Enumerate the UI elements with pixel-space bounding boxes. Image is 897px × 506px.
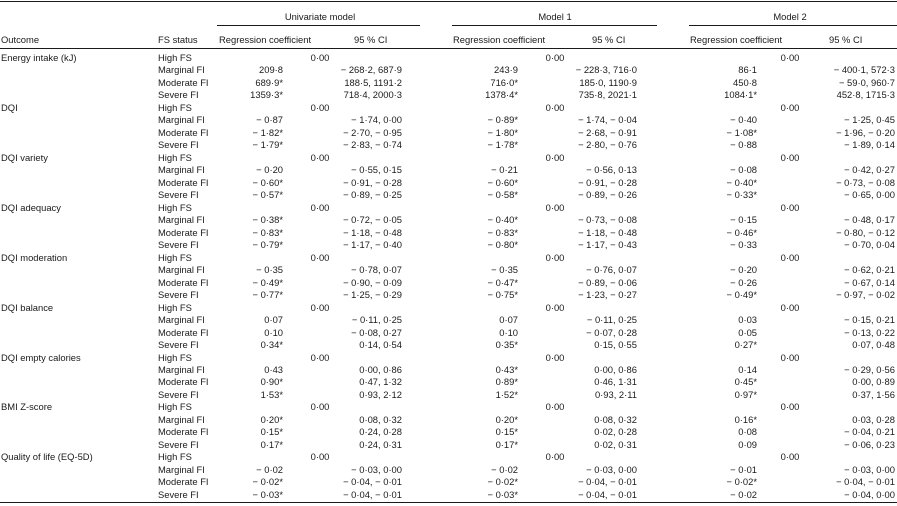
regression-coefficient: − 0·49*	[726, 289, 757, 301]
confidence-interval: − 2·70, − 0·95	[343, 126, 402, 138]
fs-status-label: High FS	[158, 301, 192, 313]
reference-value: 0·00	[545, 301, 565, 313]
confidence-interval: − 0·89, − 0·25	[343, 189, 402, 201]
confidence-interval: − 0·80, − 0·12	[836, 226, 895, 238]
confidence-interval: − 1·18, − 0·48	[578, 226, 637, 238]
confidence-interval: − 0·67, 0·14	[844, 276, 895, 288]
reference-value: 0·00	[545, 451, 565, 463]
reference-value: 0·00	[310, 201, 330, 213]
confidence-interval: − 0·89, − 0·26	[578, 189, 637, 201]
regression-coefficient: 0·34*	[260, 339, 283, 351]
reference-value: 0·00	[310, 101, 330, 113]
confidence-interval: 0·00, 0·86	[594, 364, 637, 375]
confidence-interval: − 1·74, 0·00	[351, 114, 402, 126]
confidence-interval: − 0·65, 0·00	[844, 189, 895, 201]
regression-coefficient: − 1·80*	[487, 126, 518, 138]
regression-coefficient: 0·07	[499, 314, 518, 326]
regression-coefficient: − 0·35	[256, 264, 283, 276]
group-rule-model-1	[452, 25, 657, 26]
confidence-interval: − 1·23, − 0·27	[578, 289, 637, 301]
regression-coefficient: − 0·03*	[252, 488, 283, 500]
regression-coefficient: 0·89*	[495, 376, 518, 388]
confidence-interval: − 0·15, 0·21	[844, 314, 895, 326]
regression-coefficient: 0·16*	[734, 413, 757, 425]
outcome-label: DQI balance	[1, 301, 54, 313]
confidence-interval: − 0·06, 0·23	[844, 438, 895, 450]
regression-coefficient: − 0·02*	[252, 476, 283, 488]
fs-status-label: Marginal FI	[158, 164, 205, 176]
regression-coefficient: 0·97*	[734, 388, 757, 400]
regression-coefficient: − 0·88	[730, 139, 757, 151]
fs-status-label: Marginal FI	[158, 463, 205, 475]
confidence-interval: − 1·25, − 0·29	[343, 289, 402, 301]
confidence-interval: 0·15, 0·55	[594, 339, 637, 351]
confidence-interval: − 0·91, − 0·28	[343, 176, 402, 188]
regression-coefficient: 0·09	[738, 438, 757, 450]
confidence-interval: − 2·83, − 0·74	[343, 139, 402, 151]
regression-coefficient: − 0·60*	[252, 176, 283, 188]
regression-coefficient: − 0·08	[730, 164, 757, 176]
confidence-interval: − 0·03, 0·00	[586, 463, 637, 475]
regression-coefficient: − 1·78*	[487, 139, 518, 151]
fs-status-label: Severe FI	[158, 89, 199, 101]
confidence-interval: − 0·78, 0·07	[351, 264, 402, 276]
reference-value: 0·00	[310, 52, 330, 63]
fs-status-label: Severe FI	[158, 339, 199, 351]
regression-coefficient: 0·10	[264, 326, 283, 338]
fs-status-label: Moderate FI	[158, 426, 209, 438]
confidence-interval: − 0·11, 0·25	[351, 314, 402, 326]
group-header-model-2: Model 2	[773, 11, 807, 22]
confidence-interval: − 0·76, 0·07	[586, 264, 637, 276]
group-header-univariate: Univariate model	[284, 11, 356, 22]
fs-status-label: Moderate FI	[158, 326, 209, 338]
confidence-interval: 0·02, 0·31	[594, 438, 637, 450]
outcome-label: DQI adequacy	[1, 201, 61, 213]
confidence-interval: 0·00, 0·86	[359, 364, 402, 375]
regression-coefficient: − 0·58*	[487, 189, 518, 201]
fs-status-label: Severe FI	[158, 488, 199, 500]
regression-coefficient: − 0·60*	[487, 176, 518, 188]
regression-coefficient: 689·9*	[255, 76, 283, 88]
regression-coefficient: − 0·79*	[252, 239, 283, 251]
reference-value: 0·00	[780, 101, 800, 113]
confidence-interval: 0·03, 0·28	[852, 413, 895, 425]
confidence-interval: − 0·90, − 0·09	[343, 276, 402, 288]
fs-status-label: High FS	[158, 351, 192, 363]
regression-coefficient: − 1·79*	[252, 139, 283, 151]
outcome-label: Energy intake (kJ)	[1, 52, 77, 63]
confidence-interval: − 0·72, − 0·05	[343, 214, 402, 226]
regression-coefficient: 0·20*	[495, 413, 518, 425]
regression-coefficient: 0·10	[499, 326, 518, 338]
confidence-interval: 188·5, 1191·2	[344, 76, 402, 88]
confidence-interval: − 0·42, 0·27	[844, 164, 895, 176]
confidence-interval: − 0·73, − 0·08	[836, 176, 895, 188]
confidence-interval: − 0·04, − 0·01	[343, 476, 402, 488]
confidence-interval: − 0·73, − 0·08	[578, 214, 637, 226]
confidence-interval: − 0·11, 0·25	[586, 314, 637, 326]
reference-value: 0·00	[780, 151, 800, 163]
confidence-interval: − 0·03, 0·00	[351, 463, 402, 475]
confidence-interval: − 268·2, 687·9	[340, 64, 402, 76]
regression-coefficient: − 0·75*	[487, 289, 518, 301]
fs-status-label: Marginal FI	[158, 364, 205, 375]
reference-value: 0·00	[545, 251, 565, 263]
confidence-interval: − 0·07, 0·28	[586, 326, 637, 338]
confidence-interval: − 0·29, 0·56	[844, 364, 895, 375]
fs-status-label: Moderate FI	[158, 276, 209, 288]
top-rule	[0, 1, 897, 2]
regression-coefficient: − 0·21	[491, 164, 518, 176]
bottom-rule	[0, 502, 897, 503]
regression-coefficient: − 0·35	[491, 264, 518, 276]
confidence-interval: − 1·74, − 0·04	[578, 114, 637, 126]
reference-value: 0·00	[780, 201, 800, 213]
confidence-interval: − 1·17, − 0·43	[578, 239, 637, 251]
regression-coefficient: 1·52*	[495, 388, 518, 400]
confidence-interval: 0·00, 0·89	[852, 376, 895, 388]
regression-coefficient: − 0·57*	[252, 189, 283, 201]
confidence-interval: 0·08, 0·32	[359, 413, 402, 425]
regression-coefficient: 0·03	[738, 314, 757, 326]
confidence-interval: − 0·04, − 0·01	[578, 476, 637, 488]
regression-coefficient: − 0·46*	[726, 226, 757, 238]
confidence-interval: 735·8, 2021·1	[578, 89, 637, 101]
confidence-interval: − 0·04, − 0·01	[578, 488, 637, 500]
regression-coefficient: − 0·33	[730, 239, 757, 251]
regression-coefficient: 243·9	[494, 64, 518, 76]
group-rule-model-2	[689, 25, 897, 26]
reference-value: 0·00	[310, 351, 330, 363]
column-header-coef-model-1: Regression coefficient	[453, 34, 546, 45]
fs-status-label: High FS	[158, 52, 192, 63]
regression-coefficient: − 0·83*	[252, 226, 283, 238]
confidence-interval: − 0·04, 0·21	[844, 426, 895, 438]
regression-coefficient: 0·15*	[495, 426, 518, 438]
confidence-interval: − 0·08, 0·27	[351, 326, 402, 338]
column-header-coef-model-2: Regression coefficient	[690, 34, 783, 45]
regression-coefficient: − 0·02*	[726, 476, 757, 488]
confidence-interval: − 0·97, − 0·02	[836, 289, 895, 301]
fs-status-label: Severe FI	[158, 139, 199, 151]
confidence-interval: 0·46, 1·31	[594, 376, 637, 388]
regression-coefficient: 0·20*	[260, 413, 283, 425]
confidence-interval: − 1·96, − 0·20	[836, 126, 895, 138]
reference-value: 0·00	[545, 201, 565, 213]
reference-value: 0·00	[545, 351, 565, 363]
outcome-label: DQI variety	[1, 151, 48, 163]
regression-coefficient: 0·17*	[260, 438, 283, 450]
outcome-label: BMI Z-score	[1, 401, 53, 413]
fs-status-label: Severe FI	[158, 239, 199, 251]
column-header-ci-univariate: 95 % CI	[354, 34, 388, 45]
confidence-interval: 0·47, 1·32	[359, 376, 402, 388]
reference-value: 0·00	[545, 52, 565, 63]
outcome-label: DQI	[1, 101, 18, 113]
regression-coefficient: − 0·40	[730, 114, 757, 126]
regression-coefficient: 1084·1*	[724, 89, 757, 101]
regression-coefficient: − 0·02	[730, 488, 757, 500]
confidence-interval: − 0·70, 0·04	[844, 239, 895, 251]
confidence-interval: 185·0, 1190·9	[579, 76, 637, 88]
regression-coefficient: − 0·83*	[487, 226, 518, 238]
confidence-interval: 0·14, 0·54	[359, 339, 402, 351]
regression-coefficient: − 0·38*	[252, 214, 283, 226]
regression-coefficient: − 0·01	[730, 463, 757, 475]
fs-status-label: Marginal FI	[158, 413, 205, 425]
regression-coefficient: 0·15*	[260, 426, 283, 438]
confidence-interval: − 0·13, 0·22	[844, 326, 895, 338]
regression-coefficient: 0·14	[738, 364, 757, 375]
fs-status-label: Moderate FI	[158, 226, 209, 238]
column-header-ci-model-1: 95 % CI	[592, 34, 626, 45]
reference-value: 0·00	[780, 251, 800, 263]
confidence-interval: − 400·1, 572·3	[833, 64, 895, 76]
regression-coefficient: 1378·4*	[485, 89, 518, 101]
outcome-label: DQI moderation	[1, 251, 68, 263]
fs-status-label: Severe FI	[158, 438, 199, 450]
confidence-interval: 0·37, 1·56	[852, 388, 895, 400]
fs-status-label: Moderate FI	[158, 376, 209, 388]
regression-coefficient: − 0·40*	[487, 214, 518, 226]
regression-coefficient: − 0·49*	[252, 276, 283, 288]
fs-status-label: Moderate FI	[158, 476, 209, 488]
fs-status-label: High FS	[158, 251, 192, 263]
reference-value: 0·00	[780, 301, 800, 313]
regression-coefficient: 0·90*	[260, 376, 283, 388]
confidence-interval: − 2·80, − 0·76	[578, 139, 637, 151]
column-header-coef-univariate: Regression coefficient	[219, 34, 312, 45]
confidence-interval: − 2·68, − 0·91	[578, 126, 637, 138]
regression-coefficient: − 0·02	[491, 463, 518, 475]
regression-coefficient: 0·08	[738, 426, 757, 438]
regression-coefficient: 0·45*	[734, 376, 757, 388]
regression-coefficient: − 1·08*	[726, 126, 757, 138]
confidence-interval: − 0·04, 0·00	[844, 488, 895, 500]
fs-status-label: Severe FI	[158, 388, 199, 400]
confidence-interval: 0·02, 0·28	[594, 426, 637, 438]
column-header-outcome: Outcome	[1, 34, 40, 45]
reference-value: 0·00	[780, 52, 800, 63]
fs-status-label: Moderate FI	[158, 126, 209, 138]
confidence-interval: − 0·03, 0·00	[844, 463, 895, 475]
regression-coefficient: − 0·15	[730, 214, 757, 226]
reference-value: 0·00	[780, 451, 800, 463]
fs-status-label: Marginal FI	[158, 114, 205, 126]
confidence-interval: − 228·3, 716·0	[575, 64, 637, 76]
confidence-interval: 0·93, 2·12	[359, 388, 402, 400]
confidence-interval: − 0·55, 0·15	[351, 164, 402, 176]
confidence-interval: − 0·89, − 0·06	[578, 276, 637, 288]
column-header-ci-model-2: 95 % CI	[829, 34, 863, 45]
outcome-label: Quality of life (EQ-5D)	[1, 451, 93, 463]
group-rule-univariate	[217, 25, 420, 26]
fs-status-label: High FS	[158, 201, 192, 213]
column-header-fs-status: FS status	[158, 34, 198, 45]
fs-status-label: Moderate FI	[158, 176, 209, 188]
confidence-interval: 0·93, 2·11	[594, 388, 637, 400]
confidence-interval: − 0·91, − 0·28	[578, 176, 637, 188]
fs-status-label: Marginal FI	[158, 64, 205, 76]
fs-status-label: Severe FI	[158, 189, 199, 201]
confidence-interval: − 0·62, 0·21	[844, 264, 895, 276]
regression-coefficient: 0·05	[738, 326, 757, 338]
reference-value: 0·00	[545, 151, 565, 163]
regression-coefficient: − 1·82*	[252, 126, 283, 138]
regression-coefficient: − 0·03*	[487, 488, 518, 500]
confidence-interval: − 0·04, − 0·01	[343, 488, 402, 500]
confidence-interval: − 1·89, 0·14	[844, 139, 895, 151]
confidence-interval: 0·08, 0·32	[594, 413, 637, 425]
regression-coefficient: 0·43*	[495, 364, 518, 375]
regression-coefficient: 209·8	[259, 64, 283, 76]
confidence-interval: 0·24, 0·28	[359, 426, 402, 438]
regression-coefficient: 1359·3*	[250, 89, 283, 101]
confidence-interval: 0·07, 0·48	[852, 339, 895, 351]
reference-value: 0·00	[780, 351, 800, 363]
reference-value: 0·00	[310, 251, 330, 263]
confidence-interval: − 59·0, 960·7	[838, 76, 895, 88]
fs-status-label: High FS	[158, 151, 192, 163]
fs-status-label: Moderate FI	[158, 76, 209, 88]
fs-status-label: Marginal FI	[158, 214, 205, 226]
fs-status-label: High FS	[158, 101, 192, 113]
reference-value: 0·00	[310, 151, 330, 163]
confidence-interval: − 0·56, 0·13	[586, 164, 637, 176]
regression-coefficient: 0·43	[264, 364, 283, 375]
fs-status-label: Marginal FI	[158, 314, 205, 326]
regression-coefficient: 0·27*	[734, 339, 757, 351]
confidence-interval: 452·8, 1715·3	[836, 89, 895, 101]
fs-status-label: High FS	[158, 451, 192, 463]
regression-coefficient: − 0·47*	[487, 276, 518, 288]
confidence-interval: − 1·25, 0·45	[844, 114, 895, 126]
fs-status-label: High FS	[158, 401, 192, 413]
regression-coefficient: 1·53*	[260, 388, 283, 400]
regression-coefficient: − 0·20	[730, 264, 757, 276]
regression-coefficient: 0·35*	[495, 339, 518, 351]
fs-status-label: Severe FI	[158, 289, 199, 301]
reference-value: 0·00	[310, 451, 330, 463]
regression-coefficient: − 0·89*	[487, 114, 518, 126]
confidence-interval: 0·24, 0·31	[359, 438, 402, 450]
reference-value: 0·00	[780, 401, 800, 413]
header-rule	[0, 48, 897, 49]
outcome-label: DQI empty calories	[1, 351, 81, 363]
confidence-interval: − 1·17, − 0·40	[343, 239, 402, 251]
regression-coefficient: − 0·02*	[487, 476, 518, 488]
regression-coefficient: 450·8	[733, 76, 757, 88]
regression-coefficient: − 0·02	[256, 463, 283, 475]
confidence-interval: 718·4, 2000·3	[343, 89, 402, 101]
regression-coefficient: 86·1	[738, 64, 757, 76]
regression-coefficient: 0·07	[264, 314, 283, 326]
regression-coefficient: − 0·80*	[487, 239, 518, 251]
fs-status-label: Marginal FI	[158, 264, 205, 276]
group-header-model-1: Model 1	[538, 11, 572, 22]
regression-coefficient: − 0·33*	[726, 189, 757, 201]
confidence-interval: − 0·48, 0·17	[844, 214, 895, 226]
regression-coefficient: − 0·20	[256, 164, 283, 176]
regression-coefficient: − 0·26	[730, 276, 757, 288]
regression-coefficient: − 0·40*	[726, 176, 757, 188]
confidence-interval: − 1·18, − 0·48	[343, 226, 402, 238]
regression-coefficient: 0·17*	[495, 438, 518, 450]
reference-value: 0·00	[545, 401, 565, 413]
reference-value: 0·00	[310, 301, 330, 313]
regression-coefficient: − 0·77*	[252, 289, 283, 301]
regression-coefficient: 716·0*	[490, 76, 518, 88]
regression-coefficient: − 0·87	[256, 114, 283, 126]
reference-value: 0·00	[545, 101, 565, 113]
confidence-interval: − 0·04, − 0·01	[836, 476, 895, 488]
reference-value: 0·00	[310, 401, 330, 413]
